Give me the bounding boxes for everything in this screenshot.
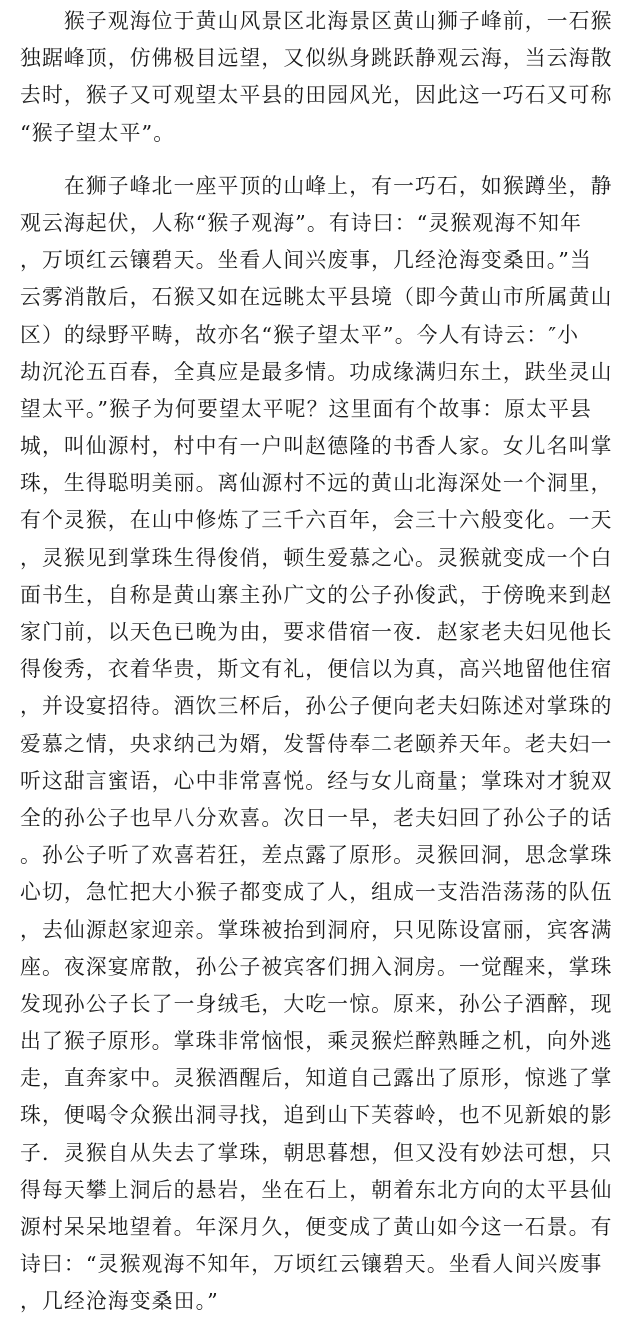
- text-line: 去时，猴子又可观望太平县的田园风光，因此这一巧石又可称: [20, 83, 613, 108]
- text-line: 望太平。”猴子为何要望太平呢？这里面有个故事：原太平县: [20, 396, 592, 421]
- text-line: 面书生，自称是黄山寨主孙广文的公子孙俊武，于傍晚来到赵: [20, 582, 613, 607]
- text-line: 爱慕之情，央求纳己为婿，发誓侍奉二老颐养天年。老夫妇一: [20, 731, 613, 756]
- text-line: 区）的绿野平畴，故亦名“猴子望太平”。今人有诗云：″小: [20, 322, 580, 347]
- text-line: ，几经沧海变桑田。”: [20, 1289, 219, 1314]
- text-line: 珠，便喝令众猴出洞寻找，追到山下芙蓉岭，也不见新娘的影: [20, 1103, 613, 1128]
- text-line: 听这甜言蜜语，心中非常喜悦。经与女儿商量；掌珠对才貌双: [20, 768, 613, 793]
- text-line: 。孙公子听了欢喜若狂，差点露了原形。灵猴回洞，思念掌珠: [20, 843, 613, 868]
- text-line: 猴子观海位于黄山风景区北海景区黄山狮子峰前，一石猴: [20, 9, 613, 33]
- text-line: 在狮子峰北一座平顶的山峰上，有一巧石，如猴蹲坐，静: [20, 173, 613, 198]
- text-line: 走，直奔家中。灵猴酒醒后，知道自己露出了原形，惊逃了掌: [20, 1066, 613, 1091]
- text-line: ，灵猴见到掌珠生得俊俏，顿生爱慕之心。灵猴就变成一个白: [20, 545, 613, 570]
- text-line: 观云海起伏，人称“猴子观海”。有诗曰：“灵猴观海不知年: [20, 210, 583, 235]
- text-line: 劫沉沦五百春，全真应是最多情。功成缘满归东土，趺坐灵山: [20, 359, 613, 384]
- text-line: 得每天攀上洞后的悬岩，坐在石上，朝着东北方向的太平县仙: [20, 1177, 613, 1202]
- text-line: ，并设宴招待。酒饮三杯后，孙公子便向老夫妇陈述对掌珠的: [20, 694, 613, 719]
- paragraph-gap: [20, 152, 632, 168]
- text-line: 云雾消散后，石猴又如在远眺太平县境（即今黄山市所属黄山: [20, 285, 613, 310]
- text-line: 得俊秀，衣着华贵，斯文有礼，便信以为真，高兴地留他住宿: [20, 657, 613, 682]
- text-line: 源村呆呆地望着。年深月久，便变成了黄山如今这一石景。有: [20, 1215, 613, 1239]
- text-line: 有个灵猴，在山中修炼了三千六百年，会三十六般变化。一天: [20, 508, 613, 533]
- text-line: 座。夜深宴席散，孙公子被宾客们拥入洞房。一觉醒来，掌珠: [20, 954, 613, 979]
- article-body: [20, 0, 632, 1321]
- paragraph-1: [20, 0, 632, 152]
- text-line: 城，叫仙源村，村中有一户叫赵德隆的书香人家。女儿名叫掌: [20, 434, 613, 459]
- paragraph-2: [20, 168, 632, 1321]
- text-line: 珠，生得聪明美丽。离仙源村不远的黄山北海深处一个洞里，: [20, 471, 613, 496]
- text-line: 诗曰：“灵猴观海不知年，万顷红云镶碧天。坐看人间兴废事: [20, 1252, 603, 1277]
- text-line: 心切，急忙把大小猴子都变成了人，组成一支浩浩荡荡的队伍: [20, 880, 613, 905]
- text-line: ，去仙源赵家迎亲。掌珠被抬到洞府，只见陈设富丽，宾客满: [20, 917, 613, 942]
- text-line: 子．灵猴自从失去了掌珠，朝思暮想，但又没有妙法可想，只: [20, 1140, 613, 1165]
- text-line: 出了猴子原形。掌珠非常恼恨，乘灵猴烂醉熟睡之机，向外逃: [20, 1029, 613, 1054]
- text-line: 独踞峰顶，仿佛极目远望，又似纵身跳跃静观云海，当云海散: [20, 46, 613, 71]
- text-line: “猴子望太平”。: [20, 120, 176, 145]
- text-line: ，万顷红云镶碧天。坐看人间兴废事，几经沧海变桑田。”当: [20, 248, 592, 273]
- text-line: 发现孙公子长了一身绒毛，大吃一惊。原来，孙公子酒醉，现: [20, 991, 613, 1016]
- text-line: 家门前，以天色已晚为由，要求借宿一夜．赵家老夫妇见他长: [20, 620, 613, 644]
- text-line: 全的孙公子也早八分欢喜。次日一早，老夫妇回了孙公子的话: [20, 805, 613, 830]
